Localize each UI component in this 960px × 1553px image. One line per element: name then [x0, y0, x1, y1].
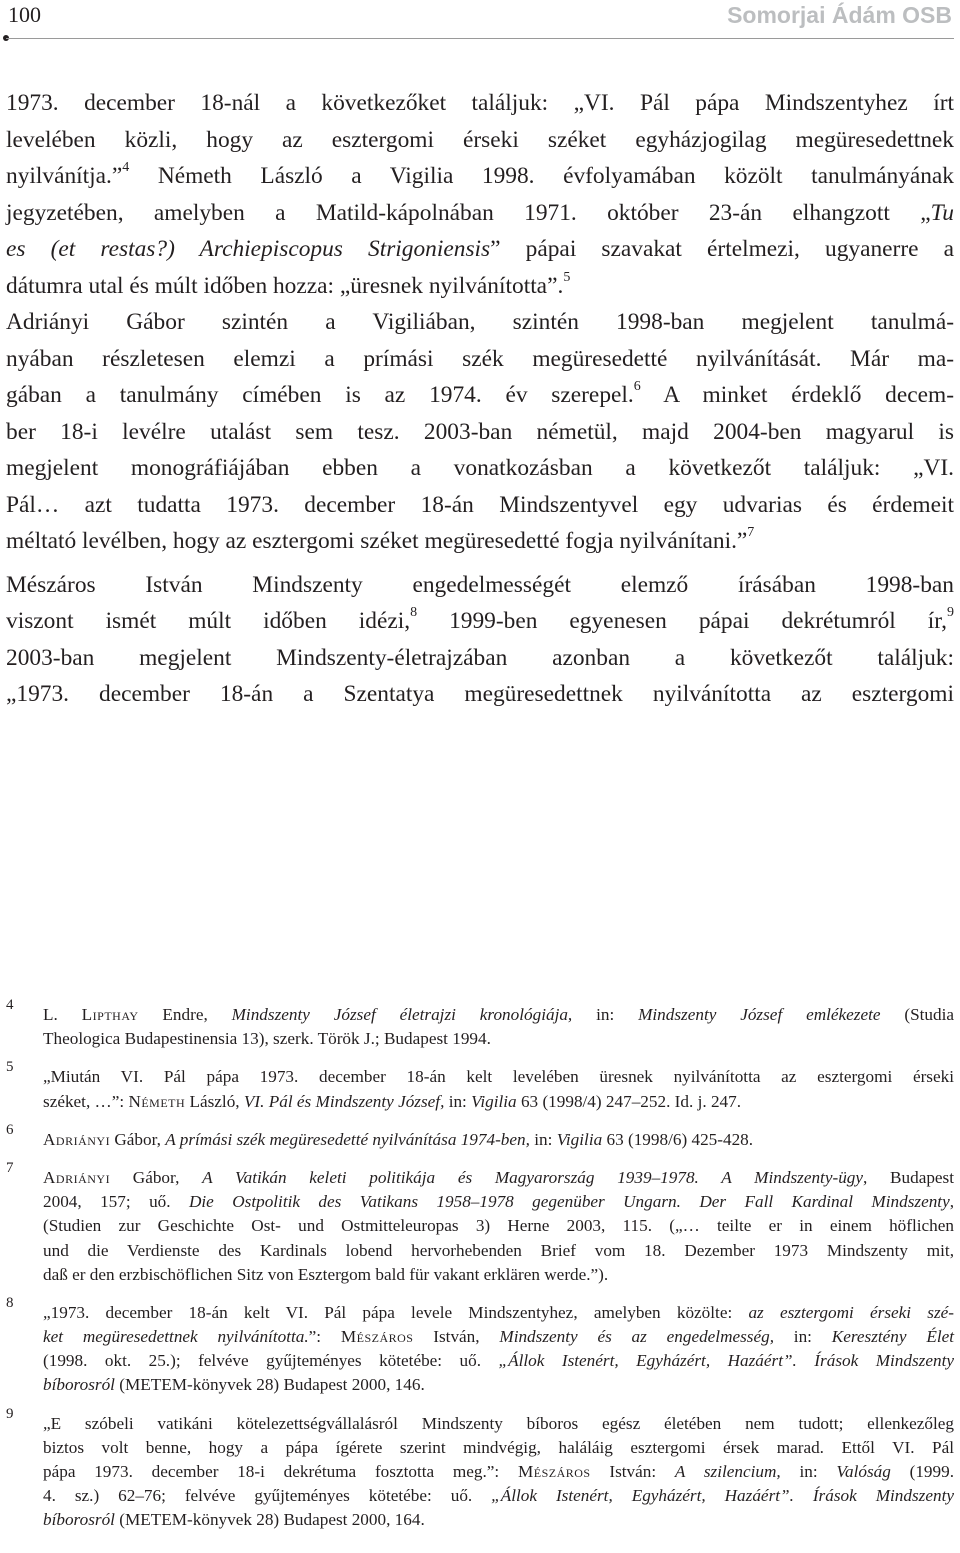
text-line: [6, 231, 954, 268]
text-run: széket, …”:: [43, 1091, 129, 1111]
text-run: „1973. december 18-án kelt VI. Pál pápa levele Mindszentyhez, amelyben közölte:: [43, 1302, 749, 1322]
text-line: [6, 158, 954, 195]
footnote-reference: 7: [747, 525, 755, 541]
running-head: Somorjai Ádám OSB: [727, 2, 952, 28]
text-run: István:: [590, 1462, 675, 1481]
text-line: [43, 1065, 954, 1089]
text-run: „E szóbeli vatikáni kötelezettségvállalásról Mindszenty bíboros egész életében nem tudott; ellenkezőleg: [43, 1413, 954, 1433]
text-run: in:: [444, 1091, 472, 1111]
footnote: [6, 1121, 954, 1152]
italic-run: Vigilia: [556, 1129, 603, 1149]
text-run: László,: [185, 1091, 244, 1111]
footnote-number: 7: [6, 1159, 14, 1176]
text-line: [43, 1090, 954, 1114]
text-run: biztos volt benne, hogy a pápa ígérete szerint mindvégig, haláláig esztergomi érsek marad. Ettől VI. Pál: [43, 1437, 954, 1457]
text-line: [6, 122, 954, 159]
text-run: L.: [43, 1005, 82, 1024]
text-run: gában a tanulmány címében is az 1974. év szerepel.: [6, 382, 634, 408]
text-run: in:: [780, 1462, 837, 1481]
italic-run: ket megüresedettnek nyilvánította.: [43, 1327, 309, 1347]
text-line: [6, 523, 954, 560]
text-run: (METEM-könyvek 28) Budapest 2000, 146.: [114, 1375, 425, 1395]
text-line: [6, 603, 954, 640]
text-run: in:: [572, 1005, 639, 1024]
header-rule: [6, 38, 954, 39]
footnote: [6, 997, 954, 1051]
text-line: [43, 1484, 954, 1508]
text-run: 63 (1998/4) 247–252. Id. j. 247.: [516, 1091, 742, 1111]
text-run: , Budapest: [863, 1167, 955, 1187]
author-name: Mészáros: [517, 1462, 591, 1481]
text-line: [43, 1263, 954, 1287]
text-run: Németh László a Vigilia 1998. évfolyamában közölt tanulmányának: [129, 163, 954, 189]
text-line: [43, 1301, 954, 1325]
text-line: [6, 85, 954, 122]
text-run: Pál… azt tudatta 1973. december 18-án Mindszentyvel egy udvarias és érdemeit: [6, 491, 954, 518]
page-number: 100: [8, 2, 41, 27]
text-line: [43, 1373, 954, 1397]
text-run: ber 18-i levélre utalást sem tesz. 2003-ban németül, majd 2004-ben magyarul is: [6, 418, 954, 445]
text-run: A minket érdeklő decem-: [640, 382, 954, 408]
author-name: Lipthay: [81, 1005, 139, 1024]
text-run: levelében közli, hogy az esztergomi érseki széket egyházjogilag megüresedettnek: [6, 126, 954, 153]
text-run: ,: [949, 1192, 954, 1212]
footnote-number: 6: [6, 1121, 14, 1138]
text-line: [6, 268, 954, 305]
italic-run: Mindszenty József életrajzi kronológiája,: [231, 1005, 573, 1024]
text-line: [6, 640, 954, 677]
italic-run: Mindszenty és az engedelmesség,: [499, 1327, 775, 1347]
italic-run: Die Ostpolitik des Vatikans 1958–1978 gegenüber Ungarn. Der Fall Kardinal Mindszenty: [188, 1192, 950, 1212]
italic-run: Keresztény Élet: [831, 1327, 954, 1347]
footnote: [6, 1059, 954, 1113]
italic-run: A Vatikán keleti politikája és Magyarország 1939–1978. A Mindszenty-ügy: [202, 1167, 864, 1187]
footnote-reference: 4: [122, 160, 130, 176]
text-run: István,: [413, 1327, 500, 1347]
text-line: [43, 1412, 954, 1436]
text-line: [6, 676, 954, 713]
text-line: [43, 1214, 954, 1238]
text-run: dátumra utal és múlt időben hozza: „üresnek nyilvánította”.: [6, 272, 564, 299]
text-line: [43, 1508, 954, 1532]
italic-run: Valóság: [836, 1462, 891, 1481]
text-run: pápa 1973. december 18-i dekrétuma fosztotta meg.”:: [43, 1462, 518, 1481]
text-run: 4. sz.) 62–76; felvéve gyűjteményes kötetébe: uő.: [43, 1486, 492, 1506]
text-run: Endre,: [138, 1005, 232, 1024]
text-line: [43, 1190, 954, 1214]
italic-run: bíborosról: [43, 1510, 115, 1530]
text-run: in:: [774, 1327, 832, 1347]
text-run: in:: [529, 1129, 557, 1149]
italic-run: „Állok Istenért, Egyházért, Hazáért”. Írások Mindszenty: [498, 1351, 954, 1371]
text-run: ”:: [308, 1327, 341, 1347]
text-line: [43, 1325, 954, 1349]
text-line: [6, 567, 954, 604]
italic-run: Tu: [930, 199, 954, 226]
text-run: megjelent monográfiájában ebben a vonatkozásban a következőt találjuk: „VI.: [6, 455, 954, 481]
text-run: 1999-ben egyenesen pápai dekrétumról ír,: [417, 608, 947, 634]
text-run: nyilvánítja.”: [6, 163, 123, 189]
text-line: [43, 1349, 954, 1373]
italic-run: bíborosról: [43, 1375, 115, 1395]
text-run: „1973. december 18-án a Szentatya megüresedettnek nyilvánította az esztergomi: [6, 681, 954, 707]
text-run: „Miután VI. Pál pápa 1973. december 18-án kelt levelében üresnek nyilvánította az esztergomi érseki: [43, 1067, 954, 1087]
footnote-number: 4: [6, 997, 14, 1013]
italic-run: es (et restas?) Archiepiscopus Strigoniensis: [6, 236, 491, 262]
author-name: Adriányi: [43, 1129, 111, 1149]
text-line: [6, 487, 954, 524]
author-name: Németh: [128, 1091, 186, 1111]
text-run: 63 (1998/6) 425-428.: [602, 1129, 754, 1149]
text-run: (Studien zur Geschichte Ost- und Ostmitteleuropas 3) Herne 2003, 115. („… teilte er in einem höflichen: [43, 1216, 954, 1236]
footnotes: [6, 997, 955, 1547]
text-run: viszont ismét múlt időben idézi,: [6, 608, 411, 634]
italic-run: Mindszenty József emlékezete: [638, 1005, 881, 1024]
author-name: Mészáros: [340, 1327, 414, 1347]
text-run: Mészáros István Mindszenty engedelmességét elemző írásában 1998-ban: [6, 571, 954, 598]
text-line: [43, 1166, 954, 1190]
text-run: jegyzetében, amelyben a Matild-kápolnában 1971. október 23-án elhangzott „: [6, 199, 931, 226]
text-run: 1973. december 18-nál a következőket találjuk: „VI. Pál pápa Mindszentyhez írt: [6, 90, 954, 116]
text-run: ” pápai szavakat értelmezi, ugyanerre a: [490, 236, 954, 262]
italic-run: az esztergomi érseki szé-: [748, 1302, 954, 1322]
text-line: [43, 1128, 954, 1152]
text-run: und die Verdienste des Kardinals lobend hervorhebenden Brief vom 18. Dezember 1973 Mindszenty mit,: [43, 1240, 954, 1260]
text-run: 2004, 157; uő.: [43, 1192, 189, 1212]
text-line: [6, 450, 954, 487]
footnote-number: 8: [6, 1294, 14, 1311]
footnote-number: 9: [6, 1405, 14, 1422]
text-line: [43, 1027, 954, 1051]
text-run: Gábor,: [110, 1167, 203, 1187]
footnote: [6, 1405, 954, 1533]
text-run: (METEM-könyvek 28) Budapest 2000, 164.: [114, 1510, 425, 1530]
text-run: (1999.: [890, 1462, 954, 1481]
text-line: [43, 1239, 954, 1263]
text-line: [43, 1460, 954, 1484]
text-run: (Studia: [880, 1005, 954, 1024]
text-line: [6, 414, 954, 451]
footnote: [6, 1294, 954, 1398]
footnote-number: 5: [6, 1059, 14, 1076]
footnote-reference: 8: [410, 605, 418, 621]
text-run: méltató levélben, hogy az esztergomi széket megüresedetté fogja nyilvánítani.”: [6, 528, 748, 554]
footnote: [6, 1159, 955, 1287]
text-line: [6, 195, 954, 232]
text-run: daß er den erzbischöflichen Sitz von Esztergom bald für vakant erklären werde.”).: [43, 1264, 609, 1284]
body-text: [6, 85, 954, 713]
text-line: [6, 377, 954, 414]
italic-run: VI. Pál és Mindszenty József,: [243, 1091, 445, 1111]
italic-run: A szilencium,: [674, 1462, 781, 1481]
text-run: Adriányi Gábor szintén a Vigiliában, szintén 1998-ban megjelent tanulmá-: [6, 309, 954, 335]
footnote-reference: 5: [563, 269, 571, 285]
italic-run: Vigilia: [471, 1091, 517, 1111]
text-run: (1998. okt. 25.); felvéve gyűjteményes kötetébe: uő.: [43, 1351, 499, 1371]
text-run: Theologica Budapestinensia 13), szerk. Török J.; Budapest 1994.: [43, 1029, 491, 1049]
text-line: [43, 1003, 954, 1027]
footnote-reference: 9: [946, 605, 954, 621]
author-name: Adriányi: [43, 1167, 111, 1187]
text-line: [43, 1436, 954, 1460]
text-line: [6, 341, 954, 378]
text-run: Gábor,: [110, 1129, 166, 1149]
text-line: [6, 304, 954, 341]
text-run: nyában részletesen elemzi a prímási szék megüresedetté nyilvánítását. Már ma-: [6, 345, 954, 372]
italic-run: A prímási szék megüresedetté nyilvánítása 1974-ben,: [165, 1129, 530, 1149]
footnote-reference: 6: [633, 379, 641, 395]
text-run: 2003-ban megjelent Mindszenty-életrajzában azonban a következőt találjuk:: [6, 644, 954, 671]
italic-run: „Állok Istenért, Egyházért, Hazáért”. Írások Mindszenty: [491, 1486, 954, 1506]
